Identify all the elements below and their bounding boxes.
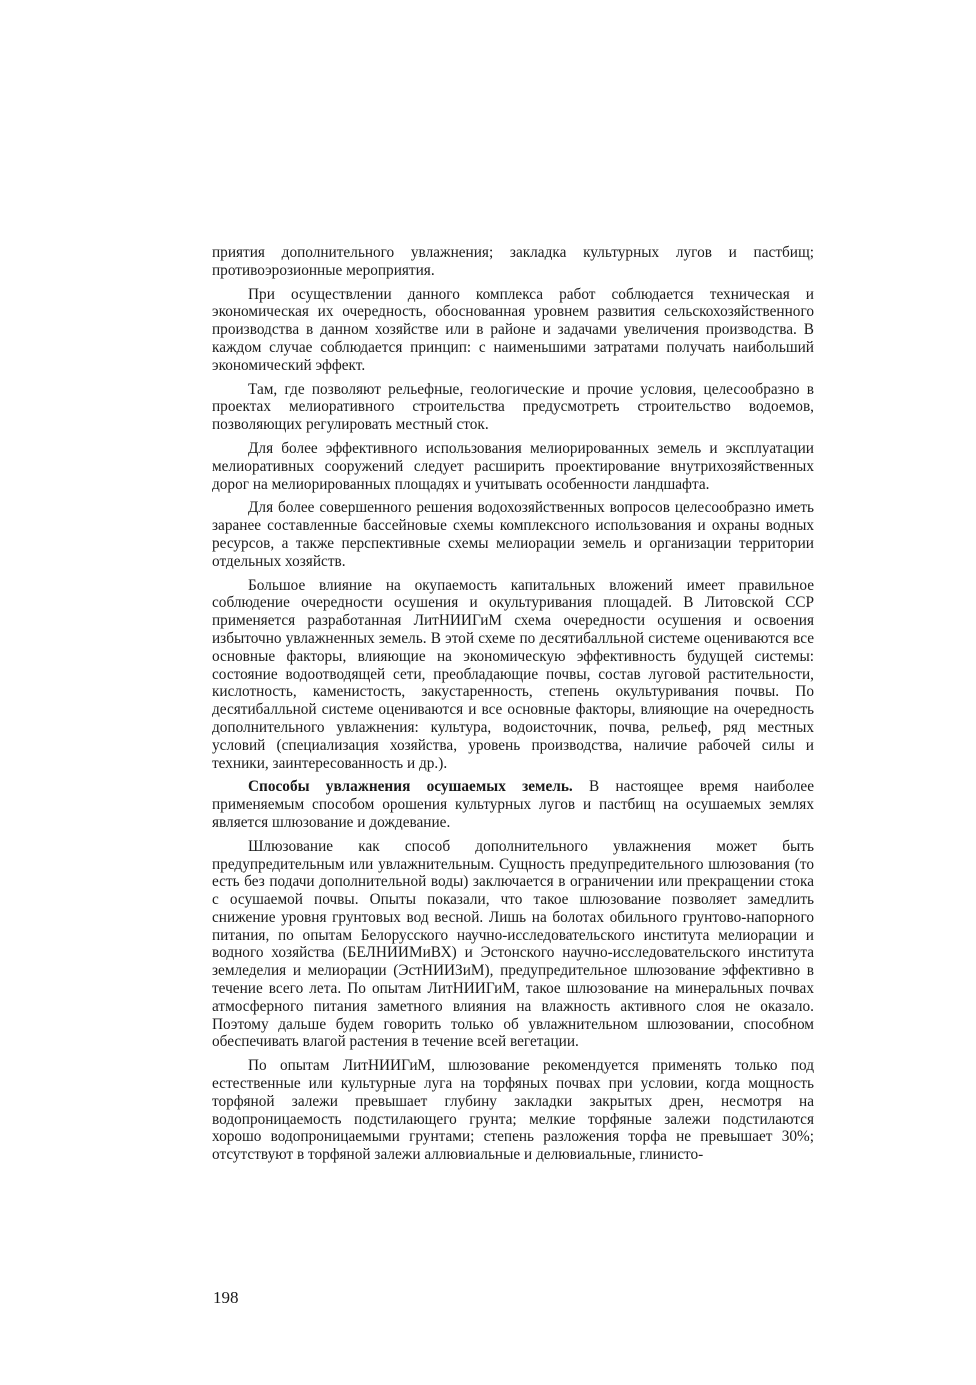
- section-lead-text: В настоящее время наиболее применяемым способом орошения культурных лугов и пастбищ на осушаемых землях является шлюзование и дождевание.: [212, 778, 815, 831]
- paragraph-roads: Для более эффективного использования мелиорированных земель и эксплуатации мелиоративных сооружений следует расширить проектирование внутрихозяйственных дорог на мелиорированных площадях и учитывать особенности ландшафта.: [212, 439, 814, 493]
- paragraph-water-schemes: Для более совершенного решения водохозяйственных вопросов целесообразно иметь заранее составленные бассейновые схемы комплексного использования и охраны водных ресурсов, а также перспективные схемы мелиорации земель и организации территории отдельных хозяйств.: [212, 499, 814, 570]
- section-heading: Способы увлажнения осушаемых земель.: [248, 778, 573, 796]
- paragraph-reservoirs: Там, где позволяют рельефные, геологические и прочие условия, целесообразно в проектах мелиоративного строительства предусмотреть строительство водоемов, позволяющих регулировать местный сток.: [212, 380, 814, 434]
- paragraph-litniigim-experiments: По опытам ЛитНИИГиМ, шлюзование рекомендуется применять только под естественные или культурные луга на торфяных почвах при условии, когда мощность торфяной залежи превышает глубину закладки закрытых дрен, несмотря на водопроницаемость подстилающего грунта; мелкие торфяные залежи подстилаются хорошо водопроницаемыми грунтами; степень разложения торфа не превышает 30%; отсутствуют в торфяной залежи аллювиальные и делювиальные, глинисто-: [212, 1057, 814, 1164]
- paragraph-continuation: приятия дополнительного увлажнения; закладка культурных лугов и пастбищ; противоэрозионные мероприятия.: [212, 244, 814, 279]
- page-number: 198: [213, 1288, 239, 1307]
- paragraph-sluicing: Шлюзование как способ дополнительного увлажнения может быть предупредительным или увлажнительным. Сущность предупредительного шлюзования (то есть без подачи дополнительной воды) заключается в ограничении или прекращении стока с осушаемой почвы. Опыты показали, что такое шлюзование позволяет замедлить снижение уровня грунтовых вод весной. Лишь на болотах обильного грунтово-напорного питания, по опытам Белорусского научно-исследовательского института мелиорации и водного хозяйства (БЕЛНИИМиВХ) и Эстонского научно-исследовательского института земледелия и мелиорации (ЭстНИИЗиМ), предупредительное шлюзование эффективно в течение всего лета. По опытам ЛитНИИГиМ, такое шлюзование на минеральных почвах атмосферного питания заметного влияния на влажность активного слоя не оказало. Поэтому дальше будем говорить только об увлажнительном шлюзовании, способном обеспечивать влагой растения в течение всей вегетации.: [212, 837, 814, 1051]
- paragraph-section-intro: [212, 778, 814, 831]
- page-body: [212, 244, 814, 1170]
- paragraph-complex-works: При осуществлении данного комплекса работ соблюдается техническая и экономическая их очередность, обоснованная уровнем развития сельскохозяйственного производства в данном хозяйстве или в районе и задачами увеличения производства. В каждом случае соблюдается принцип: с наименьшими затратами получать наибольший экономический эффект.: [212, 285, 814, 374]
- paragraph-payback: Большое влияние на окупаемость капитальных вложений имеет правильное соблюдение очередности осушения и окультуривания площадей. В Литовской ССР применяется разработанная ЛитНИИГиМ схема очередности осушения и освоения избыточно увлажненных земель. В этой схеме по десятибалльной системе оцениваются все основные факторы, влияющие на экономическую эффективность будущей системы: состояние водоотводящей сети, преобладающие почвы, состав луговой растительности, кислотность, каменистость, закустаренность, степень окультуривания почвы. По десятибалльной системе оцениваются и все основные факторы, влияющие на очередность дополнительного увлажнения: культура, водоисточник, почва, рельеф, ряд местных условий (специализация хозяйства, уровень производства, наличие рабочей силы и техники, заинтересованность и др.).: [212, 576, 814, 772]
